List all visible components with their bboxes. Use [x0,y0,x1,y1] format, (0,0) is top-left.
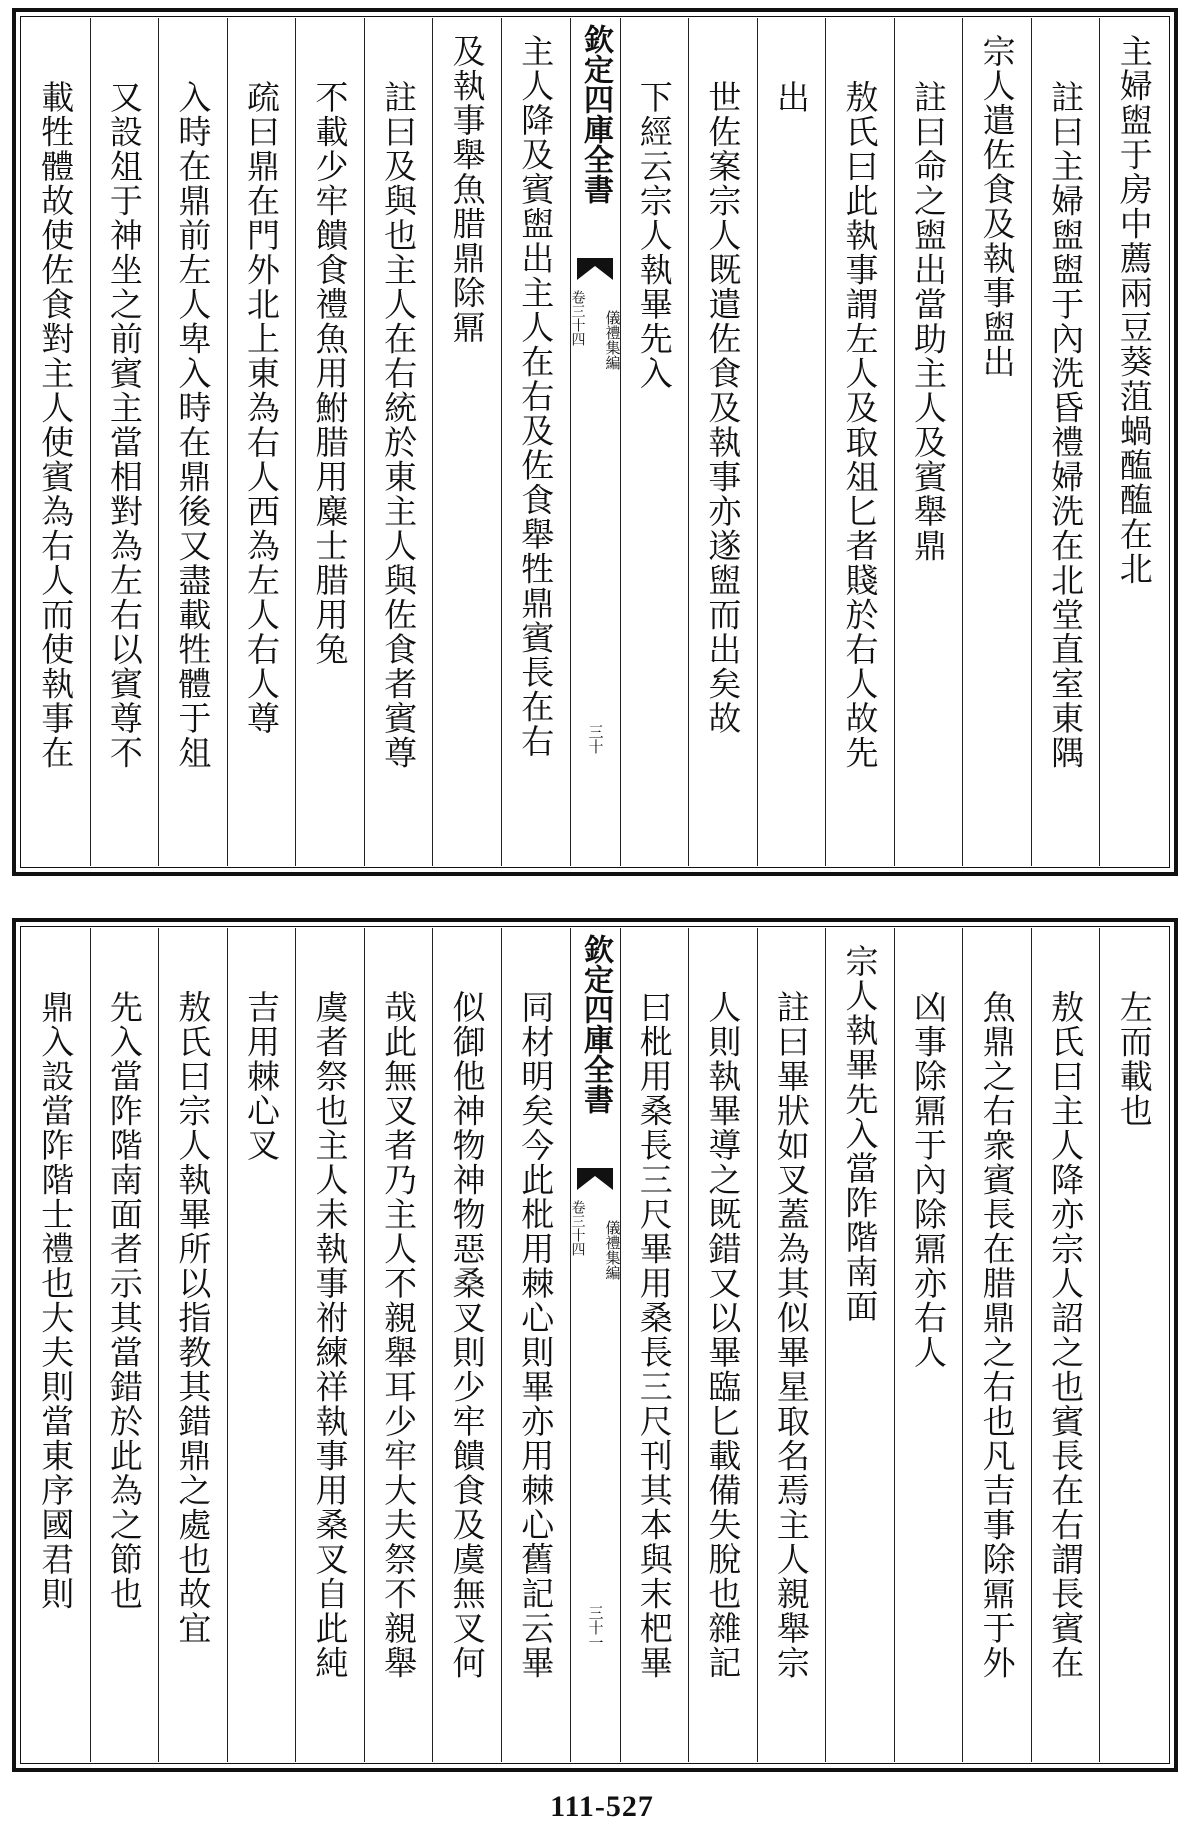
volume-label: 卷三十四 [569,290,586,346]
column-text: 虞者祭也主人未執事祔練祥執事用桑叉自此純 [310,990,350,1680]
text-column [1031,928,1100,1762]
text-column [90,18,159,866]
column-text: 宗人執畢先入當阼階南面 [840,944,880,1324]
column-text: 出 [771,80,811,115]
text-column [158,928,227,1762]
text-column [1099,18,1168,866]
column-text: 人則執畢導之既錯又以畢臨匕載備失脫也雜記 [703,990,743,1680]
column-text: 敖氏曰主人降亦宗人詔之也賓長在右謂長賓在 [1046,990,1086,1680]
center-banner [570,928,620,1762]
text-column [757,928,826,1762]
column-text: 敖氏曰此執事謂左人及取俎匕者賤於右人故先 [840,80,880,770]
text-column [22,18,90,866]
text-column [825,928,894,1762]
collection-title: 欽定四庫全書 [578,24,613,204]
column-text: 曰枇用桑長三尺畢用桑長三尺刊其本與末杷畢 [634,990,674,1680]
column-text: 註曰畢狀如叉蓋為其似畢星取名焉主人親舉宗 [771,990,811,1680]
column-text: 敖氏曰宗人執畢所以指教其錯鼎之處也故宜 [173,990,213,1646]
fishtail-mark-icon [577,258,613,280]
text-column [688,928,757,1762]
text-column [501,928,570,1762]
text-column [295,928,364,1762]
text-column [894,18,963,866]
fishtail-mark-icon [577,1168,613,1190]
top-page [12,8,1178,876]
text-column [1031,18,1100,866]
column-text: 疏曰鼎在門外北上東為右人西為左人右人尊 [241,80,281,736]
text-column [962,18,1031,866]
column-text: 不載少牢饋食禮魚用鮒腊用麋士腊用兔 [310,80,350,667]
column-text: 又設俎于神坐之前賓主當相對為左右以賓尊不 [104,80,144,770]
column-text: 註曰及與也主人在右統於東主人與佐食者賓尊 [379,80,419,770]
column-text: 吉用棘心叉 [241,990,281,1163]
text-column [364,18,433,866]
bottom-columns [22,928,1168,1762]
top-columns [22,18,1168,866]
text-column [432,928,501,1762]
text-column [22,928,90,1762]
leaf-number: 三十一 [586,1605,605,1650]
column-text: 左而載也 [1114,990,1154,1128]
collection-title: 欽定四庫全書 [578,934,613,1114]
bottom-page [12,918,1178,1772]
text-column [825,18,894,866]
text-column [962,928,1031,1762]
banner-subtitles [571,1190,620,1280]
banner-subtitles [571,280,620,370]
text-column [227,928,296,1762]
text-column [894,928,963,1762]
column-text: 哉此無叉者乃主人不親舉耳少牢大夫祭不親舉 [379,990,419,1680]
column-text: 註曰命之盥出當助主人及賓舉鼎 [909,80,949,563]
column-text: 魚鼎之右衆賓長在腊鼎之右也凡吉事除鼏于外 [977,990,1017,1680]
book-title: 儀禮集編 [603,310,622,370]
column-text: 世佐案宗人既遣佐食及執事亦遂盥而出矣故 [703,80,743,736]
column-text: 鼎入設當阼階士禮也大夫則當東序國君則 [36,990,76,1611]
column-text: 入時在鼎前左人卑入時在鼎後又盡載牲體于俎 [173,80,213,770]
text-column [295,18,364,866]
column-text: 主人降及賓盥出主人在右及佐食舉牲鼎賓長在右 [516,34,556,759]
text-column [620,928,689,1762]
column-text: 凶事除鼏于內除鼏亦右人 [909,990,949,1370]
text-column [158,18,227,866]
center-banner [570,18,620,866]
volume-label: 卷三十四 [569,1200,586,1256]
text-column [620,18,689,866]
text-column [90,928,159,1762]
column-text: 宗人遣佐食及執事盥出 [977,34,1017,379]
column-text: 同材明矣今此枇用棘心則畢亦用棘心舊記云畢 [516,990,556,1680]
column-text: 載牲體故使佐食對主人使賓為右人而使執事在 [36,80,76,770]
text-column [227,18,296,866]
text-column [501,18,570,866]
page-number-footer: 111-527 [550,1790,654,1823]
text-column [757,18,826,866]
text-column [364,928,433,1762]
column-text: 先入當阼階南面者示其當錯於此為之節也 [104,990,144,1611]
column-text: 下經云宗人執畢先入 [634,80,674,391]
column-text: 主婦盥于房中薦兩豆葵菹蝸醢醢在北 [1114,34,1154,586]
column-text: 似御他神物神物惡桑叉則少牢饋食及虞無叉何 [447,990,487,1680]
book-title: 儀禮集編 [603,1220,622,1280]
column-text: 及執事舉魚腊鼎除鼏 [447,34,487,345]
text-column [688,18,757,866]
text-column [1099,928,1168,1762]
text-column [432,18,501,866]
column-text: 註曰主婦盥盥于內洗昏禮婦洗在北堂直室東隅 [1046,80,1086,770]
leaf-number: 三十 [586,724,605,754]
